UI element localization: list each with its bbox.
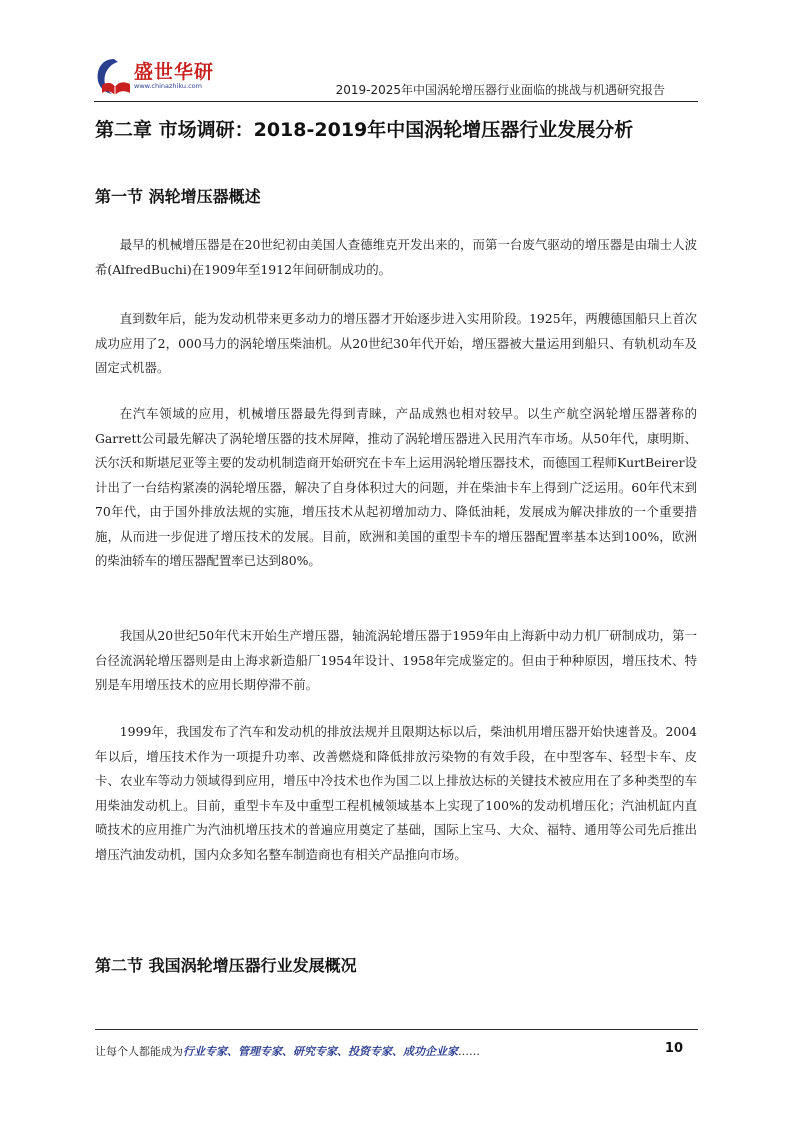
- section-title-development: 第二节 我国涡轮增压器行业发展概况: [95, 956, 357, 975]
- logo-url: www.chinazhiku.com: [134, 82, 202, 90]
- paragraph: 最早的机械增压器是在20世纪初由美国人查德维克开发出来的，而第一台废气驱动的增压器是由瑞士人波希(AlfredBuchi)在1909年至1912年间研制成功的。: [95, 237, 697, 277]
- paragraph: 直到数年后，能为发动机带来更多动力的增压器才开始逐步进入实用阶段。1925年，两艘德国船只上首次成功应用了2，000马力的涡轮增压柴油机。从20世纪30年代开始，增压器被大量运用到船只、有轨机动车及固定式机器。: [95, 311, 697, 375]
- paragraph: 1999年，我国发布了汽车和发动机的排放法规并且限期达标以后，柴油机用增压器开始快速普及。2004年以后，增压技术作为一项提升功率、改善燃烧和降低排放污染物的有效手段，在中型客车、轻型卡车、皮卡、农业车等动力领域得到应用，增压中冷技术也作为国二以上排放达标的关键技术被应用在了多种类型的车用柴油发动机上。目前，重型卡车及中重型工程机械领域基本上实现了100%的发动机增压化；汽油机缸内直喷技术的应用推广为汽油机增压技术的普遍应用奠定了基础，国际上宝马、大众、福特、通用等公司先后推出增压汽油发动机，国内众多知名整车制造商也有相关产品推向市场。: [95, 724, 697, 862]
- logo-name: 盛世华研: [134, 61, 215, 83]
- company-logo: [94, 55, 244, 101]
- footer-divider: [95, 1029, 698, 1030]
- paragraph: 我国从20世纪50年代末开始生产增压器，轴流涡轮增压器于1959年由上海新中动力机厂研制成功，第一台径流涡轮增压器则是由上海求新造船厂1954年设计、1958年完成鉴定的。但由于种种原因，增压技术、特别是车用增压技术的应用长期停滞不前。: [95, 628, 697, 692]
- footer-prefix: 让每个人都能成为: [95, 1045, 183, 1058]
- footer-suffix: ……: [458, 1045, 480, 1058]
- paragraph: 在汽车领域的应用，机械增压器最先得到青睐，产品成熟也相对较早。以生产航空涡轮增压器著称的Garrett公司最先解决了涡轮增压器的技术屏障，推动了涡轮增压器进入民用汽车市场。从50年代，康明斯、沃尔沃和斯堪尼亚等主要的发动机制造商开始研究在卡车上运用涡轮增压器技术，而德国工程师KurtBeirer设计出了一台结构紧凑的涡轮增压器，解决了自身体积过大的问题，并在柴油卡车上得到广泛运用。60年代末到70年代，由于国外排放法规的实施，增压技术从起初增加动力、降低油耗，发展成为解决排放的一个重要措施，从而进一步促进了增压技术的发展。目前，欧洲和美国的重型卡车的增压器配置率基本达到100%，欧洲的柴油轿车的增压器配置率已达到80%。: [95, 406, 697, 568]
- chapter-title: 第二章 市场调研：2018-2019年中国涡轮增压器行业发展分析: [95, 119, 634, 141]
- open-book-logo-icon: [94, 55, 134, 97]
- report-title: 2019-2025年中国涡轮增压器行业面临的挑战与机遇研究报告: [335, 83, 665, 97]
- header-divider: [94, 101, 698, 102]
- footer-highlight: 行业专家、管理专家、研究专家、投资专家、成功企业家: [183, 1045, 458, 1058]
- page-number: 10: [664, 1041, 683, 1056]
- section-title-overview: 第一节 涡轮增压器概述: [95, 187, 261, 206]
- footer-slogan: [95, 1043, 480, 1059]
